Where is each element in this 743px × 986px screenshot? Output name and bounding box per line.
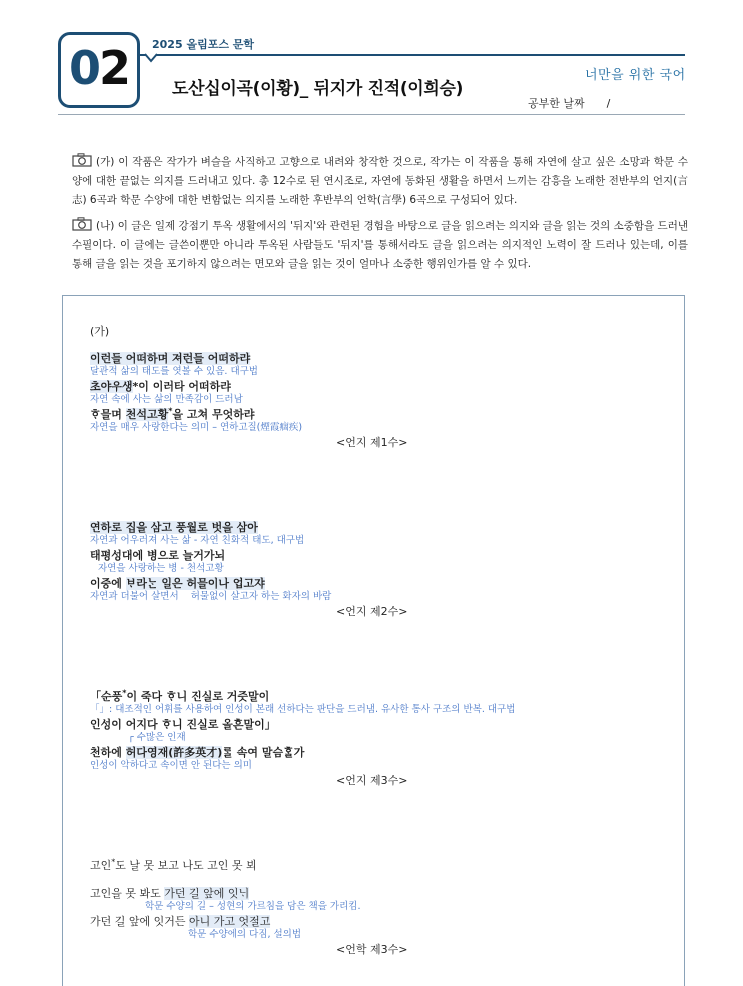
section-tag: (가) <box>90 325 110 338</box>
poem-line: 고인을 못 봐도 가던 길 앞에 잇ᄂᆡ <box>90 887 250 900</box>
poem-line: 가던 길 앞에 잇거든 아니 가고 엇절고 <box>90 915 271 928</box>
page-title: 도산십이곡(이황)_ 뒤지가 진적(이희승) <box>172 79 464 99</box>
gloss: 인성이 악하다고 속이면 안 된다는 의미 <box>90 760 252 771</box>
poem-line: 고인*도 날 못 보고 나도 고인 못 뵈 <box>90 857 257 872</box>
poem-line: 이중에 ᄇᆞ라ᄂᆞᆫ 일은 허믈이나 업고쟈 <box>90 577 265 590</box>
poem-line: 이런들 어떠하며 져런들 어떠하랴 <box>90 352 251 365</box>
stanza-caption: <언지 제2수> <box>336 605 408 618</box>
gloss: 자연과 어우러져 사는 삶 - 자연 친화적 태도, 대구법 <box>90 535 305 546</box>
intro-na-text: (나) 이 글은 일제 강점기 투옥 생활에서의 '뒤지'와 관련된 경험을 바탕으로 글을 읽으려는 의지와 글을 읽는 것의 소중함을 드러낸 수필이다. 이 글에는 글쓴이뿐만 아니라 투옥된 사람들도 '뒤지'를 통해서라도 글을 읽으려는 의지적인 노력이 잘 드러나 있는데, 이를 통해 글을 읽는 것을 포기하지 않으려는 면모와 글을 읽는 것이 얼마나 소중한 행위인가를 알 수 있다. <box>72 220 688 270</box>
gloss: 학문 수양의 길 – 성현의 가르침을 담은 책을 가리킴. <box>145 901 361 912</box>
intro-na <box>72 217 688 274</box>
study-date-slash: / <box>606 97 611 110</box>
gloss: 달관적 삶의 태도를 엿볼 수 있음. 대구법 <box>90 366 258 377</box>
header-top-rule <box>140 54 685 56</box>
intro-ga-text: (가) 이 작품은 작가가 벼슬을 사직하고 고향으로 내려와 창작한 것으로, 작가는 이 작품을 통해 자연에 살고 싶은 소망과 학문 수양에 대한 끝없는 의지를 드러내고 있다. 총 12수로 된 연시조로, 자연에 동화된 생활을 하면서 느끼는 감흥을 노래한 전반부의 언지(言志) 6곡과 학문 수양에 대한 변함없는 의지를 노래한 후반부의 언학(言學) 6곡으로 구성되어 있다. <box>72 156 688 206</box>
chapter-number-box <box>58 32 140 108</box>
stanza-caption: <언지 제3수> <box>336 774 408 787</box>
series-label: 2025 올림포스 문학 <box>152 38 255 51</box>
intro-ga <box>72 153 688 210</box>
poem-line: 인성이 어지다 ᄒᆞ니 진실로 올흔말이」 <box>90 718 276 731</box>
gloss: ┌ 수많은 인재 <box>128 732 186 743</box>
study-date <box>528 95 610 111</box>
header-caret-icon <box>145 53 157 65</box>
chapter-number: 02 <box>68 41 130 95</box>
poem-line: 초야우생*이 이러타 어떠하랴 <box>90 380 231 393</box>
poem-line: 연하로 집을 삼고 풍월로 벗을 삼아 <box>90 521 258 534</box>
gloss: 「」: 대조적인 어휘를 사용하여 인성이 본래 선하다는 판단을 드러냄. 유사한 통사 구조의 반복. 대구법 <box>90 704 516 715</box>
stanza-caption: <언지 제1수> <box>336 436 408 449</box>
gloss: 자연과 더불어 살면서 허물없이 살고자 하는 화자의 바람 <box>90 591 332 602</box>
poem-line: 천하에 허다영재(許多英才)ᄅᆞᆯ 속여 말슴ᄒᆞᆯ가 <box>90 746 305 759</box>
header-bottom-rule <box>58 114 685 115</box>
camera-icon <box>72 217 92 231</box>
brand-label: 너만을 위한 국어 <box>585 68 686 83</box>
gloss: 학문 수양에의 다짐, 설의법 <box>188 929 302 940</box>
poem-line: ᄒᆞ믈며 천석고황*을 고쳐 무엇하랴 <box>90 406 255 421</box>
poem-line: 태평성대에 병으로 늘거가뇌 <box>90 549 226 562</box>
camera-icon <box>72 153 92 167</box>
gloss: 자연 속에 사는 삶의 만족감이 드러남 <box>90 394 243 405</box>
gloss: 자연을 사랑하는 병 - 천석고황 <box>98 563 224 574</box>
stanza-caption: <언학 제3수> <box>336 943 408 956</box>
study-date-label: 공부한 날짜 <box>528 97 585 110</box>
poem-line: 「순풍*이 죽다 ᄒᆞ니 진실로 거즛말이 <box>90 688 270 703</box>
gloss: 자연을 매우 사랑한다는 의미 – 연하고질(煙霞痼疾) <box>90 422 303 433</box>
